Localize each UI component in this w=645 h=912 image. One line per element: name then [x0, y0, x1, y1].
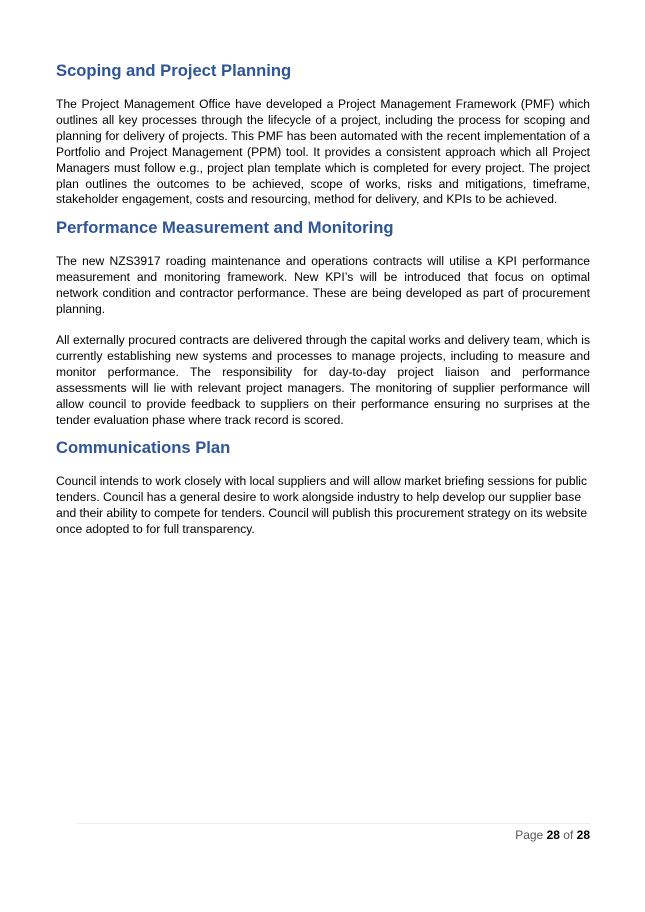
footer-divider — [76, 823, 590, 824]
footer-current-page: 28 — [546, 828, 560, 842]
footer-total-pages: 28 — [576, 828, 590, 842]
paragraph-scoping: The Project Management Office have developed a Project Management Framework (PMF) which outlines all key processes through the lifecycle of a project, including the process for scoping and planning for delivery of projects. This PMF has been automated with the recent implementation of a Portfolio and Project Management (PPM) tool. It provides a consistent approach which all Project Managers must follow e.g., project plan template which is completed for every project. The project plan outlines the outcomes to be achieved, scope of works, risks and mitigations, timeframe, stakeholder engagement, costs and resourcing, method for delivery, and KPIs to be achieved. — [56, 97, 590, 207]
paragraph-supplier-performance: All externally procured contracts are delivered through the capital works and delivery team, which is currently establishing new systems and processes to manage projects, including to measure and monitor performance. The responsibility for day-to-day project liaison and performance assessments will lie with relevant project managers. The monitoring of supplier performance will allow council to provide feedback to suppliers on their performance ensuring no surprises at the tender evaluation phase where track record is scored. — [56, 332, 590, 427]
heading-scoping-and-project-planning: Scoping and Project Planning — [56, 61, 292, 80]
page-number-footer — [515, 827, 590, 843]
paragraph-kpi-framework: The new NZS3917 roading maintenance and operations contracts will utilise a KPI performance measurement and monitoring framework. New KPI’s will be introduced that focus on optimal network condition and contractor performance. These are being developed as part of procurement planning. — [56, 254, 590, 317]
page-content — [56, 60, 590, 538]
heading-communications-plan: Communications Plan — [56, 438, 231, 458]
footer-page-word: Page — [515, 828, 544, 842]
footer-of-word: of — [563, 828, 574, 842]
heading-performance-measurement-and-monitoring: Performance Measurement and Monitoring — [56, 218, 394, 238]
paragraph-communications: Council intends to work closely with local suppliers and will allow market briefing sessions for public tenders. Council has a general desire to work alongside industry to help develop our supplier base and their ability to compete for tenders. Council will publish this procurement strategy on its website once adopted to for full transparency. — [56, 474, 588, 537]
